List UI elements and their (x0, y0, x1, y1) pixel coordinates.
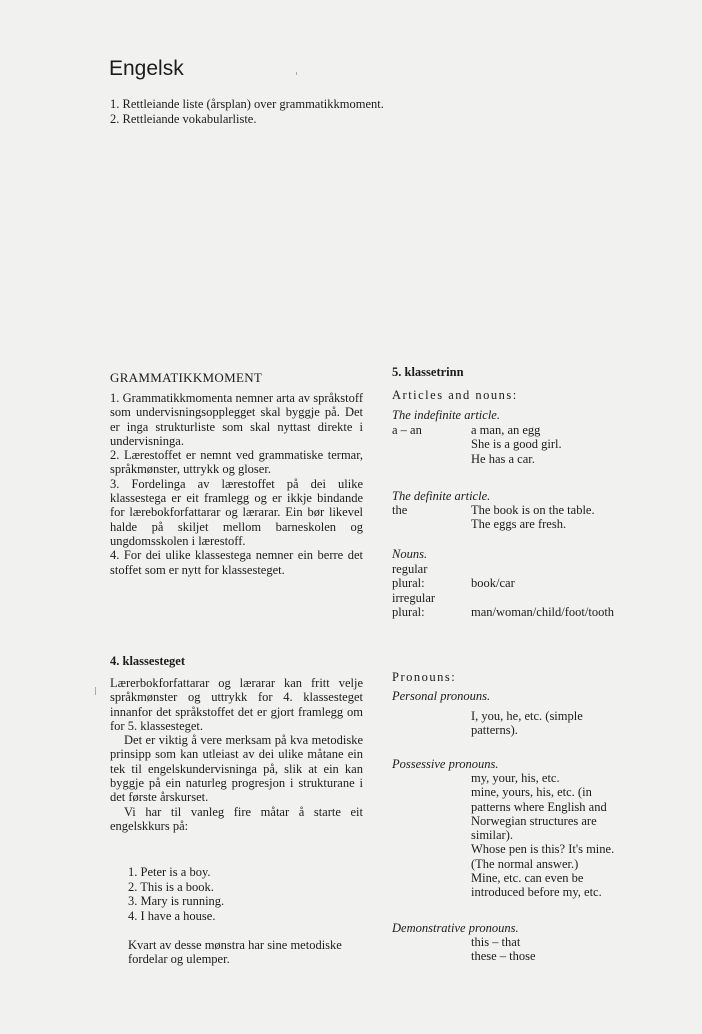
list-item: 2. This is a book. (128, 879, 214, 894)
regular-label: regular (392, 562, 428, 576)
heading-5-klassetrinn: 5. klassetrinn (392, 365, 464, 379)
scan-speck (95, 687, 96, 695)
personal-pronouns-label: Personal pronouns. (392, 689, 491, 703)
indefinite-term: a – an (392, 423, 422, 437)
example-line: introduced before my, etc. (471, 885, 602, 900)
page-title: Engelsk (109, 57, 184, 80)
example-list (128, 865, 224, 923)
pronouns-heading: Pronouns: (392, 670, 457, 684)
paragraph: Det er viktig å vere merksam på kva metodiske prinsipp som kan utleiast av dei ulike måtane ein tek til engelskundervisninga på, slik at ein kan byggje på ein naturleg progresjon i strukturane i det første årskurset. (110, 733, 363, 805)
intro-paragraphs (110, 391, 363, 577)
klassesteget-text (110, 676, 363, 833)
definite-term: the (392, 503, 408, 517)
paragraph: 1. Grammatikkmomenta nemner arta av språkstoff som undervisningsopplegget skal byggje på. Det er inga strukturliste som skal nyttast direkte i undervisninga. (110, 391, 363, 448)
indefinite-examples (471, 423, 562, 466)
paragraph: 4. For dei ulike klassestega nemner ein berre det stoffet som er nytt for klassesteget. (110, 548, 363, 577)
example-line: Norwegian structures are (471, 813, 597, 828)
irregular-label: irregular (392, 591, 436, 605)
list-item: 4. I have a house. (128, 908, 216, 923)
articles-nouns-heading: Articles and nouns: (392, 388, 518, 402)
example-line: She is a good girl. (471, 437, 562, 452)
scan-speck (296, 72, 297, 75)
example-line: my, your, his, etc. (471, 771, 560, 785)
closing-paragraph: Kvart av desse mønstra har sine metodiske fordelar og ulemper. (128, 938, 342, 967)
demonstrative-pronouns-label: Demonstrative pronouns. (392, 921, 519, 935)
example-line: I, you, he, etc. (simple (471, 709, 583, 723)
example-line: patterns). (471, 723, 518, 738)
irregular-plural-example: man/woman/child/foot/tooth (471, 605, 615, 619)
indefinite-article-label: The indefinite article. (392, 408, 500, 422)
example-line: similar). (471, 828, 514, 843)
list-item: 1. Peter is a boy. (128, 865, 211, 879)
example-line: these – those (471, 949, 536, 964)
definite-examples (471, 503, 595, 532)
possessive-pronouns-examples (471, 771, 614, 900)
example-line: a man, an egg (471, 423, 541, 437)
personal-pronouns-examples (471, 709, 583, 738)
paragraph: Lærerbokforfattarar og lærarar kan fritt velje språkmønster og uttrykk for 4. klassesteget innanfor det språkstoffet det er gjort framlegg om for 5. klassesteget. (110, 676, 363, 733)
toc-item: 2. Rettleiande vokabularliste. (110, 112, 257, 126)
nouns-label: Nouns. (392, 547, 428, 561)
paragraph: Vi har til vanleg fire måtar å starte eit engelskkurs på: (110, 804, 363, 833)
section-heading: GRAMMATIKKMOMENT (110, 370, 263, 385)
example-line: Whose pen is this? It's mine. (471, 842, 615, 857)
list-item: 3. Mary is running. (128, 894, 225, 909)
regular-plural-example: book/car (471, 576, 515, 590)
example-line: this – that (471, 935, 521, 949)
example-line: The eggs are fresh. (471, 517, 567, 532)
plural-label: plural: (392, 605, 425, 619)
paragraph: 3. Fordelinga av lærestoffet på dei ulike klassestega er eit framlegg og er ikkje bindande for lærebokforfattarar og lærarar. Ein bør likevel halde på skiljet mellom barneskolen og ungdomsskolen i lærestoff. (110, 476, 363, 548)
toc-list (110, 97, 384, 127)
example-line: mine, yours, his, etc. (in (471, 785, 592, 800)
example-line: He has a car. (471, 451, 535, 466)
heading-4-klassesteget: 4. klassesteget (110, 654, 185, 668)
example-line: Mine, etc. can even be (471, 871, 584, 886)
definite-article-label: The definite article. (392, 489, 491, 503)
example-line: The book is on the table. (471, 503, 595, 517)
toc-item: 1. Rettleiande liste (årsplan) over grammatikkmoment. (110, 97, 384, 111)
plural-label: plural: (392, 576, 425, 590)
demonstrative-pronouns-examples (471, 935, 536, 964)
paragraph: 2. Lærestoffet er nemnt ved grammatiske termar, språkmønster, uttrykk og gloser. (110, 448, 363, 477)
example-line: (The normal answer.) (471, 856, 579, 871)
example-line: patterns where English and (471, 799, 607, 814)
possessive-pronouns-label: Possessive pronouns. (392, 757, 499, 771)
